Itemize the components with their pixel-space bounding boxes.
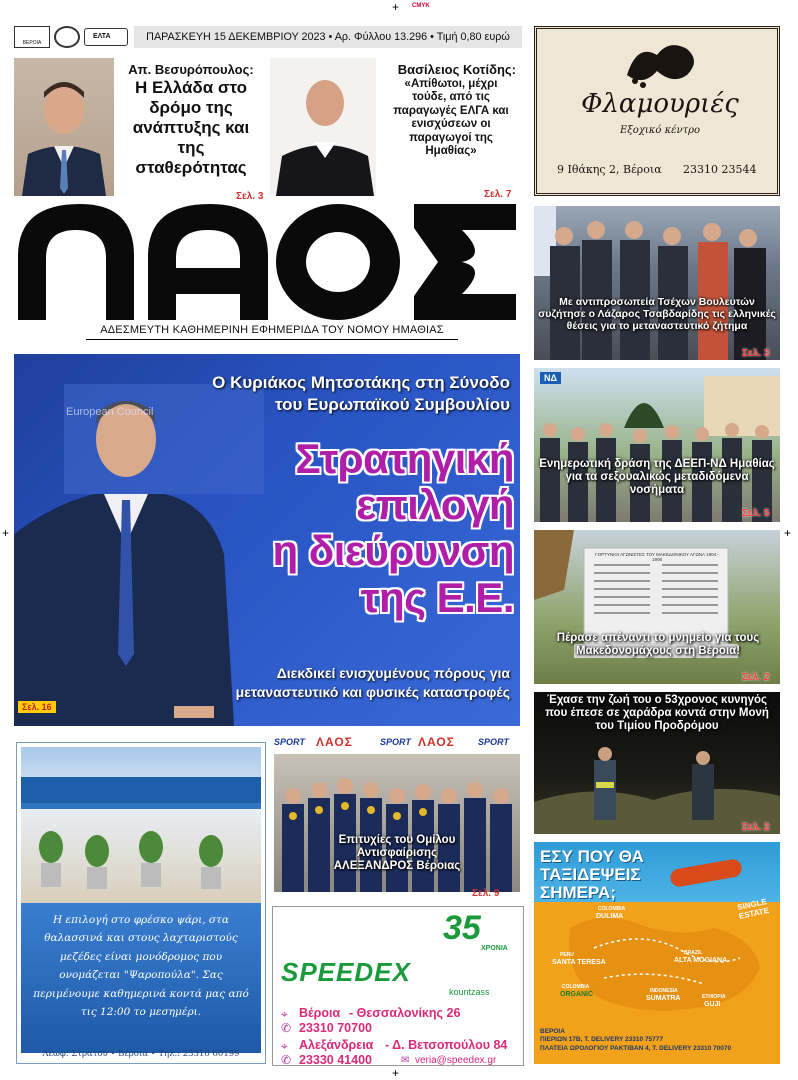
deep-photo	[534, 368, 780, 522]
speedex-pin-icon-2: ⌖	[281, 1039, 288, 1053]
tennis-page-ref: Σελ. 9	[472, 888, 500, 899]
elta-logo-text: ΕΛΤΑ	[93, 33, 111, 40]
hunter-caption: Έχασε την ζωή του ο 53χρονος κυνηγός που έπεσε σε χαράδρα κοντά στην Μονή του Τιμίου Προδρόμου	[545, 694, 769, 733]
ad-travel	[534, 842, 780, 1064]
speedex-branch2-address: - Δ. Βετσοπούλου 84	[385, 1038, 508, 1052]
dest-3-place: ALTA MOGIANA	[674, 957, 728, 964]
lead-subhead-line1: Διεκδικεί ενισχυμένους πόρους για	[276, 665, 510, 681]
vesyropoulos-name: Απ. Βεσυρόπουλος:	[128, 62, 254, 77]
deep-nd-badge: ΝΔ	[540, 372, 561, 384]
leaf-icon	[617, 35, 703, 91]
lead-kicker-line1: Ο Κυριάκος Μητσοτάκης στη Σύνοδο	[212, 373, 510, 392]
masthead-tagline: ΑΔΕΣΜΕΥΤΗ ΚΑΘΗΜΕΡΙΝΗ ΕΦΗΜΕΡΙΔΑ ΤΟΥ ΝΟΜΟΥ ΗΜΑΘΙΑΣ	[86, 324, 458, 340]
speedex-branch2-phone: 23330 41400	[299, 1053, 372, 1067]
speedex-branch1-city: Βέροια	[299, 1006, 341, 1020]
lead-kicker-line2: του Ευρωπαϊκού Συμβουλίου	[275, 394, 510, 414]
registration-mark-right: +	[784, 526, 792, 540]
dateline: ΠΑΡΑΣΚΕΥΗ 15 ΔΕΚΕΜΒΡΙΟΥ 2023 • Αρ. Φύλλου 13.296 • Τιμή 0,80 ευρώ	[134, 26, 522, 48]
dest-1-place: DULIMA	[596, 913, 624, 920]
fish-ad-footer: Λεωφ. Στρατού • Βέροια • Τηλ.: 23310 60199	[42, 1049, 240, 1059]
fish-ad-text-panel	[21, 903, 261, 1053]
speedex-phone-icon-1: ✆	[281, 1021, 292, 1035]
flamouries-address: 9 Ιθάκης 2, Βέροια	[557, 163, 662, 176]
monument-plaque-title: ΓΟΡΤΥΝΙΟΙ ΑΓΩΝΙΣΤΕΣ ΤΟΥ ΜΑΚΕΔΟΝΙΚΟΥ ΑΓΩΝΑ 1904 - 1908	[595, 552, 719, 562]
lead-headline-line4: της Ε.Ε.	[360, 573, 514, 621]
lead-page-ref: Σελ. 16	[18, 701, 56, 713]
ad-flamouries	[534, 26, 780, 196]
lead-subhead-line2: μεταναστευτικό και φυσικές καταστροφές	[235, 683, 510, 700]
speedex-branch1-address: - Θεσσαλονίκης 26	[349, 1006, 461, 1020]
kotidis-photo	[270, 58, 376, 196]
lead-headline-line2: επιλογή	[356, 481, 514, 529]
elta-logo	[84, 28, 128, 46]
speedex-anniv-label: ΧΡΟΝΙΑ	[481, 945, 508, 952]
sport-label-3: SPORT	[478, 737, 509, 747]
dest-5-country: INDONESIA	[650, 988, 678, 994]
dest-2-place: SANTA TERESA	[552, 959, 606, 966]
lead-headline-line3: η διεύρυνση	[272, 527, 514, 575]
lead-kicker	[210, 372, 510, 416]
speedex-phone-icon-2: ✆	[281, 1053, 292, 1067]
flamouries-subtitle: Εξοχικό κέντρο	[620, 125, 700, 136]
tsavdaridis-photo	[534, 206, 780, 360]
registration-mark-top: +	[392, 0, 400, 14]
travel-headline-line3: ΣΗΜΕΡΑ;	[540, 882, 616, 902]
sport-logo-2: ΛΑΟΣ	[418, 735, 455, 749]
vesyropoulos-photo	[14, 58, 114, 196]
fish-ad-text: Η επιλογή στο φρέσκο ψάρι, στα θαλασσινά και στους λαχταριστούς μεζέδες είναι μονόδρομος που ονομάζεται "Ψαροπούλα". Σας περιμένουμε καθημερινά κοντά μας από τις 12:00 το μεσημέρι.	[33, 914, 249, 1018]
lead-backdrop-text: European Council	[66, 406, 154, 418]
vesyropoulos-page-ref: Σελ. 3	[236, 191, 264, 202]
deep-page-ref: Σελ. 5	[742, 508, 770, 519]
dest-2-country: PERU	[560, 952, 574, 958]
travel-footer-line3: ΠΛΑΤΕΙΑ ΩΡΟΛΟΓΙΟΥ ΡΑΚΤΙΒΑΝ 4, Τ. DELIVERY 23310 70070	[540, 1044, 732, 1052]
dest-4-country: COLOMBIA	[562, 984, 590, 990]
speedex-branch2-city: Αλεξάνδρεια	[299, 1038, 374, 1052]
small-logo	[14, 26, 50, 48]
dest-1-country: COLOMBIA	[598, 906, 626, 912]
speedex-anniv-number: 35	[443, 909, 481, 947]
dest-6-place: GUJI	[704, 1001, 721, 1008]
dest-5-place: SUMATRA	[646, 995, 681, 1002]
hunter-page-ref: Σελ. 2	[742, 822, 770, 833]
kotidis-name: Βασίλειος Κοτίδης:	[397, 62, 516, 77]
travel-headline-line1: ΕΣΥ ΠΟΥ ΘΑ	[540, 847, 644, 866]
flamouries-phone: 23310 23544	[683, 163, 757, 176]
speedex-email: veria@speedex.gr	[415, 1055, 497, 1066]
dest-6-country: ETHIOPIA	[702, 994, 726, 1000]
monument-caption: Πέρασε απέναντι το μνημείο για τους Μακεδονομάχους στη Βέροια!	[556, 632, 760, 658]
travel-footer-line2: ΠΙΕΡΙΩΝ 17Β, Τ. DELIVERY 23310 75777	[540, 1036, 664, 1044]
tennis-caption: Επιτυχίες του Ομίλου Αντισφαίρισης ΑΛΕΞΑΝΔΡΟΣ Βέροιας	[333, 834, 461, 873]
speedex-branch1-phone: 23310 70700	[299, 1021, 372, 1035]
restaurant-photo	[21, 747, 261, 903]
small-logo-text: ΒΕΡΟΙΑ	[22, 40, 42, 46]
lead-headline-line1: Στρατηγική	[295, 435, 514, 482]
travel-headline-line2: ΤΑΞΙΔΕΨΕΙΣ	[540, 864, 641, 884]
sport-logo-1: ΛΑΟΣ	[316, 735, 353, 749]
tsavdaridis-caption: Με αντιπροσωπεία Τσέχων Βουλευτών συζήτησε ο Λάζαρος Τσαβδαρίδης τις ελληνικές θέσεις για το μεταναστευτικό ζήτημα	[538, 296, 776, 333]
speedex-subbrand: kountzass	[449, 987, 490, 997]
dest-3-country: BRAZIL	[684, 950, 703, 956]
speedex-brand: SPEEDEX	[281, 957, 411, 987]
sport-label-2: SPORT	[380, 737, 411, 747]
flamouries-name: Φλαμουριές	[581, 89, 739, 119]
registration-mark-bottom: +	[392, 1066, 400, 1080]
travel-footer-line1: ΒΕΡΟΙΑ	[540, 1028, 565, 1035]
kotidis-headline: «Απίθωτοι, μέχρι τούδε, από τις παραγωγές ΕΛΓΑ και ενισχύσεων οι παραγωγοί της Ημαθίας»	[393, 78, 509, 158]
lead-subhead	[190, 664, 510, 702]
deep-caption: Ενημερωτική δράση της ΔΕΕΠ-ΝΔ Ημαθίας για τα σεξουαλικώς μεταδιδόμενα νοσήματα	[539, 458, 775, 497]
vesyropoulos-headline: Η Ελλάδα στο δρόμο της ανάπτυξης και της σταθερότητας	[132, 78, 250, 177]
color-bar-label: CMYK	[412, 3, 430, 9]
kotidis-page-ref: Σελ. 7	[484, 189, 512, 200]
speedex-mail-icon: ✉	[401, 1055, 410, 1066]
speedex-pin-icon-1: ⌖	[281, 1007, 288, 1021]
masthead-logo	[18, 204, 516, 320]
ad-speedex	[272, 906, 524, 1066]
travel-tag: SINGLE ESTATE	[736, 897, 770, 921]
monument-page-ref: Σελ. 2	[742, 672, 770, 683]
lead-headline	[200, 436, 514, 621]
registration-mark-left: +	[2, 526, 10, 540]
tsavdaridis-page-ref: Σελ. 3	[742, 348, 770, 359]
dest-4-place: ORGANIC	[560, 991, 594, 998]
travel-headline	[540, 848, 644, 902]
sport-label-1: SPORT	[274, 737, 305, 747]
ad-fish-restaurant	[16, 742, 266, 1064]
travel-footer	[540, 1028, 731, 1053]
seal-icon	[54, 26, 80, 48]
